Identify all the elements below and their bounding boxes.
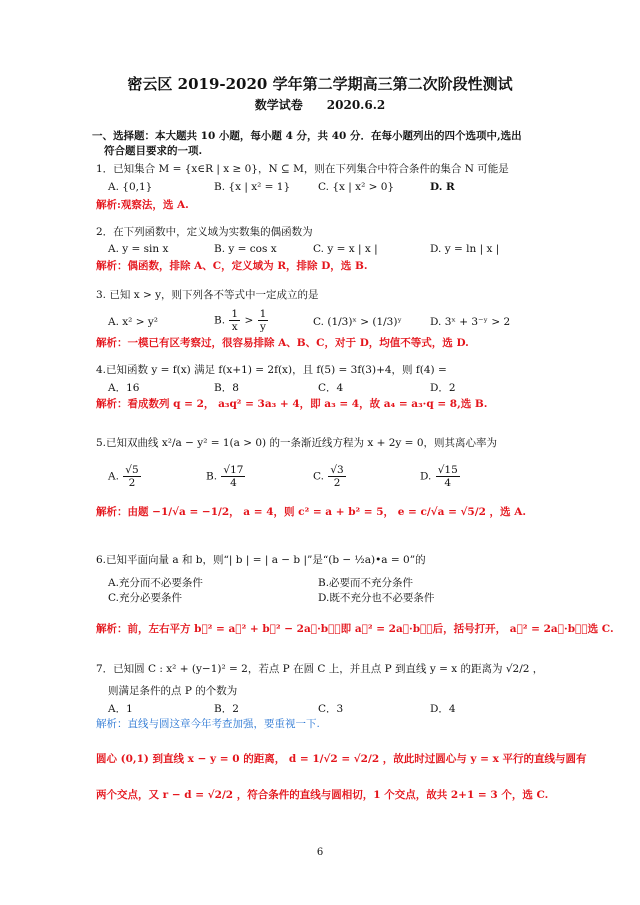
q1-analysis: 解析:观察法，选 A. (96, 199, 189, 211)
q2-option-c: C. y = x | x | (313, 243, 378, 255)
q2-option-b: B. y = cos x (214, 243, 277, 255)
q4-option-a: A．16 (108, 382, 140, 394)
q5-option-b: B. $\frac{√17}{4}$ (206, 464, 244, 489)
question-6-stem: 6.已知平面向量 a 和 b，则“| b | = | a − b |”是“(b − ½a)•a = 0”的 (96, 554, 426, 566)
q5-analysis: 解析：由题 −1/√a = −1/2， a = 4，则 c² = a + b² = 5， e = c/√a = √5/2 ，选 A. (96, 506, 526, 518)
page-title: 密云区 2019-2020 学年第二学期高三第二次阶段性测试 (127, 75, 513, 93)
q7-analysis-detail-1: 圆心 (0,1) 到直线 x − y = 0 的距离， d = 1/√2 = √2/2 ，故此时过圆心与 y = x 平行的直线与圆有 (96, 753, 587, 765)
page-subtitle: 数学试卷 2020.6.2 (254, 98, 386, 112)
q6-analysis: 解析：前，左右平方 b⃗² = a⃗² + b⃗² − 2a⃗·b⃗，即 a⃗² = 2a⃗·b⃗，后，括号打开， a⃗² = 2a⃗·b⃗，选 C. (96, 623, 614, 635)
question-2-stem: 2．在下列函数中，定义域为实数集的偶函数为 (96, 226, 313, 238)
q4-option-d: D．2 (430, 382, 456, 394)
q3-greater-than: > (244, 314, 254, 327)
question-3-stem: 3. 已知 x > y，则下列各不等式中一定成立的是 (96, 289, 319, 301)
q5-option-d: D. $\frac{√15}{4}$ (420, 464, 458, 489)
q3-option-b-label: B. (214, 314, 226, 327)
q7-option-b: B．2 (214, 703, 239, 715)
q1-option-c: C. {x | x² > 0} (318, 181, 395, 193)
q3-option-c-expression: (1/3)ˣ > (1/3)ʸ (327, 316, 402, 328)
q1-option-d: D. R (430, 181, 455, 193)
q1-option-b: B. {x | x² = 1} (214, 181, 291, 193)
q6-option-c: C.充分必要条件 (108, 592, 182, 604)
q6-option-b: B.必要而不充分条件 (318, 577, 414, 589)
question-1-stem: 1．已知集合 M = {x∈R | x ≥ 0}，N ⊆ M，则在下列集合中符合条件的集合 N 可能是 (96, 163, 509, 175)
q7-analysis-detail-2: 两个交点，又 r − d = √2/2 ，符合条件的直线与圆相切，1 个交点，故共 2+1 = 3 个，选 C. (96, 789, 549, 801)
q5-option-a: A. $\frac{√5}{2}$ (108, 464, 139, 489)
q5-option-c: C. $\frac{√3}{2}$ (313, 464, 344, 489)
q6-option-a: A.充分而不必要条件 (108, 577, 203, 589)
q5-option-c-value: $\frac{√3}{2}$ (330, 464, 344, 489)
q5-option-d-value: $\frac{√15}{4}$ (437, 464, 458, 489)
q3-option-a: A. x² > y² (108, 316, 159, 328)
q2-analysis: 解析：偶函数，排除 A、C，定义域为 R，排除 D，选 B. (96, 260, 368, 272)
q4-option-c: C．4 (318, 382, 344, 394)
q3-fraction-1-over-x: $\frac{1}{x}$ (231, 308, 239, 333)
q4-option-b: B．8 (214, 382, 239, 394)
q2-option-d: D. y = ln | x | (430, 243, 500, 255)
q7-analysis: 解析：直线与圆这章今年考查加强，要重视一下. (96, 718, 320, 730)
question-5-stem: 5.已知双曲线 x²/a − y² = 1(a > 0) 的一条渐近线方程为 x + 2y = 0，则其离心率为 (96, 437, 497, 449)
q3-analysis: 解析：一模已有区考察过，很容易排除 A、B、C，对于 D，均值不等式，选 D. (96, 337, 469, 349)
question-7-stem: 7．已知圆 C : x² + (y−1)² = 2，若点 P 在圆 C 上，并且点 P 到直线 y = x 的距离为 √2/2 ， (96, 663, 544, 675)
question-4-stem: 4.已知函数 y = f(x) 满足 f(x+1) = 2f(x)，且 f(5) = 3f(3)+4，则 f(4) = (96, 364, 447, 376)
q6-option-d: D.既不充分也不必要条件 (318, 592, 435, 604)
section-heading-cont: 符合题目要求的一项. (104, 145, 203, 157)
q4-analysis: 解析：看成数列 q = 2， a₃q² = 3a₃ + 4，即 a₃ = 4，故 a₄ = a₃·q = 8,选 B. (96, 398, 488, 410)
page-number: 6 (316, 847, 324, 858)
section-heading: 一、选择题：本大题共 10 小题，每小题 4 分，共 40 分．在每小题列出的四个选项中,选出 (92, 130, 522, 142)
q2-option-a: A. y = sin x (108, 243, 169, 255)
q3-option-b (214, 308, 269, 333)
q3-fraction-1-over-y: $\frac{1}{y}$ (259, 308, 267, 333)
q3-option-c: C. (1/3)ˣ > (1/3)ʸ (313, 316, 402, 328)
q7-option-c: C．3 (318, 703, 344, 715)
q3-option-d: D. 3ˣ + 3⁻ʸ > 2 (430, 316, 511, 328)
q7-option-d: D．4 (430, 703, 456, 715)
q5-option-a-value: $\frac{√5}{2}$ (125, 464, 139, 489)
q7-option-a: A．1 (108, 703, 133, 715)
question-7-stem-cont: 则满足条件的点 P 的个数为 (108, 685, 238, 697)
q1-option-a: A. {0,1} (108, 181, 153, 193)
q5-option-b-value: $\frac{√17}{4}$ (223, 464, 244, 489)
